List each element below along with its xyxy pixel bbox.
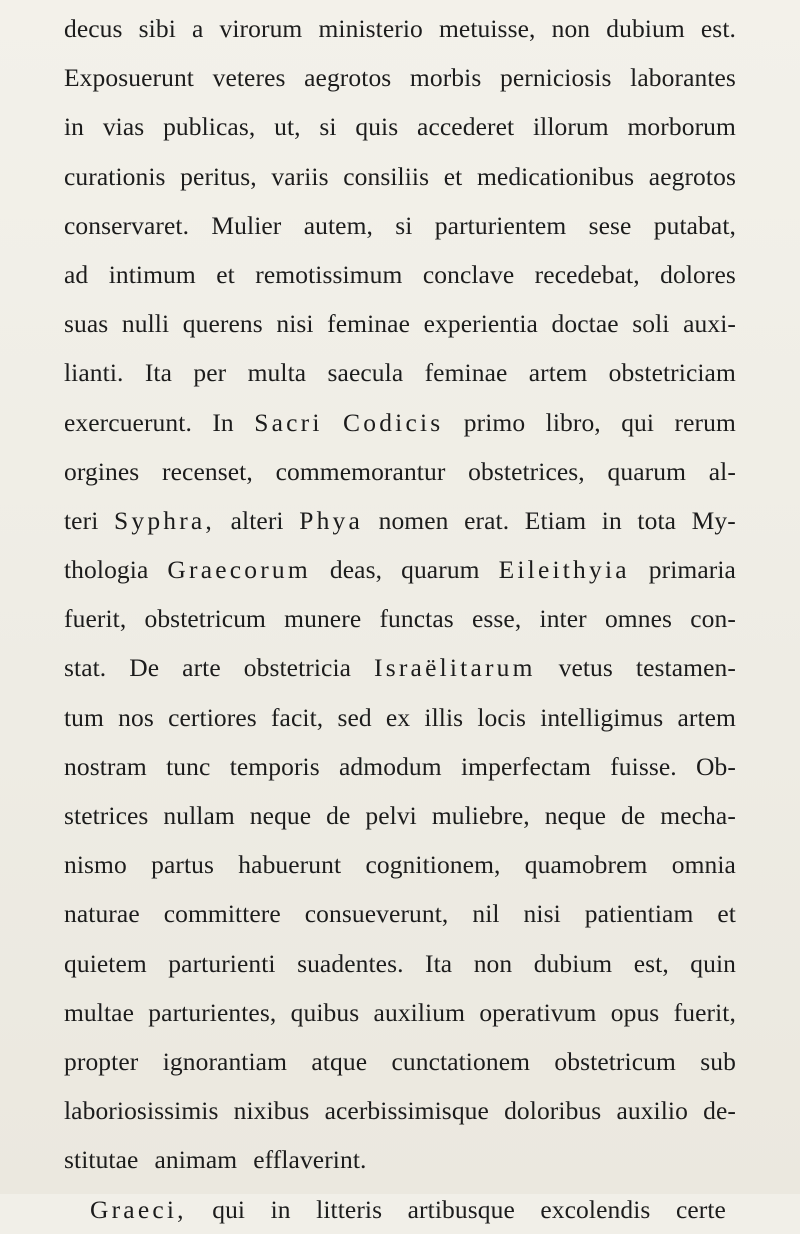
word: accederet xyxy=(417,112,515,142)
word: libro, xyxy=(545,407,601,437)
word: intelligimus xyxy=(540,702,664,732)
word: functas xyxy=(379,604,454,634)
word: nil xyxy=(472,899,500,929)
word: primaria xyxy=(648,555,736,585)
word: artibusque xyxy=(407,1194,515,1224)
word: de xyxy=(621,801,646,830)
word: feminae xyxy=(327,309,410,339)
word: quis xyxy=(355,112,399,142)
word: obstetriciam xyxy=(608,358,736,388)
word: artem xyxy=(677,702,736,732)
text-line xyxy=(64,889,736,938)
text-line xyxy=(64,299,736,348)
word: auxilium xyxy=(373,997,466,1027)
word: commemorantur xyxy=(275,456,446,486)
word: De xyxy=(129,653,160,683)
text-line xyxy=(64,1135,736,1184)
word: virorum xyxy=(219,14,303,43)
word: sed xyxy=(337,702,372,732)
word: qui xyxy=(621,407,655,437)
word: nismo xyxy=(64,850,127,880)
word: In xyxy=(212,407,234,437)
word: aegrotos xyxy=(648,161,736,191)
word: fuerit, xyxy=(64,604,127,634)
word: si xyxy=(395,210,413,240)
word: quarum xyxy=(607,456,687,486)
word: et xyxy=(717,899,736,929)
word: fuerit, xyxy=(673,997,736,1027)
word: obstetricum xyxy=(554,1046,676,1076)
word: fuisse. xyxy=(610,751,677,781)
word: quarum xyxy=(401,555,480,585)
word: doctae xyxy=(551,309,619,339)
word: morbis xyxy=(409,63,482,93)
word: stat. xyxy=(64,653,107,683)
word: metuisse, xyxy=(438,14,536,43)
word: neque xyxy=(249,801,312,830)
text-line xyxy=(64,840,736,889)
word: opus xyxy=(610,997,660,1027)
word: querens xyxy=(182,309,263,339)
word: per xyxy=(193,358,227,388)
word: erat. xyxy=(464,505,510,535)
text-line xyxy=(64,447,736,496)
word: nomen xyxy=(378,505,449,535)
word: pelvi xyxy=(365,801,417,830)
word: tota xyxy=(637,505,677,535)
word: Exposuerunt xyxy=(64,63,194,93)
word: animam xyxy=(154,1145,238,1175)
text-line xyxy=(64,545,736,594)
word: in xyxy=(64,112,85,142)
word: Syphra, xyxy=(113,505,216,535)
word: muliebre, xyxy=(431,801,530,830)
word: litteris xyxy=(316,1194,383,1224)
word: mecha- xyxy=(660,801,736,830)
word: Ita xyxy=(425,948,453,978)
word: acerbissimisque xyxy=(324,1096,489,1126)
word: sese xyxy=(588,210,632,240)
word: quibus xyxy=(290,997,360,1027)
word: imperfectam xyxy=(460,751,591,781)
word: quamobrem xyxy=(524,850,648,880)
word: ad xyxy=(64,259,89,289)
word: efflaverint. xyxy=(253,1145,367,1175)
word: propter xyxy=(64,1046,139,1076)
word: et xyxy=(216,259,235,289)
word: habuerunt xyxy=(238,850,342,880)
word: auxilio xyxy=(616,1096,688,1126)
word: orgines xyxy=(64,456,140,486)
word: ministerio xyxy=(318,14,423,43)
word: omnes xyxy=(604,604,673,634)
word: Israëlitarum xyxy=(374,653,536,683)
word: stitutae xyxy=(64,1145,139,1175)
word: obstetricia xyxy=(243,653,352,683)
word: suadentes. xyxy=(297,948,404,978)
text-line xyxy=(64,201,736,250)
word: testamen- xyxy=(635,653,736,683)
text-line xyxy=(64,1185,726,1234)
word: si xyxy=(319,112,337,142)
word: perniciosis xyxy=(499,63,612,93)
text-line xyxy=(64,594,736,643)
word: certe xyxy=(675,1194,726,1224)
word: Sacri xyxy=(254,407,323,437)
word: partus xyxy=(151,850,215,880)
word: recenset, xyxy=(162,456,253,486)
word: admodum xyxy=(339,751,442,781)
word: tunc xyxy=(166,751,211,781)
word: medicationibus xyxy=(476,161,635,191)
word: de- xyxy=(703,1096,736,1126)
word: ignorantiam xyxy=(162,1046,288,1076)
word: munere xyxy=(284,604,362,634)
word: sibi xyxy=(138,14,176,43)
text-line xyxy=(64,250,736,299)
word: inter xyxy=(539,604,587,634)
word: consueverunt, xyxy=(304,899,449,929)
text-line xyxy=(64,939,736,988)
text-line xyxy=(64,791,736,840)
text-line xyxy=(64,1086,736,1135)
word: nostram xyxy=(64,751,147,781)
word: soli xyxy=(632,309,670,339)
word: morborum xyxy=(627,112,736,142)
word: dubium xyxy=(533,948,613,978)
word: nixibus xyxy=(233,1096,310,1126)
word: rerum xyxy=(674,407,736,437)
word: decus xyxy=(64,14,123,43)
word: nisi xyxy=(276,309,314,339)
word: teri xyxy=(64,505,99,535)
text-line xyxy=(64,102,736,151)
word: auxi- xyxy=(683,309,736,339)
word: variis xyxy=(271,161,329,191)
text-line xyxy=(64,496,736,545)
word: vetus xyxy=(558,653,613,683)
word: et xyxy=(443,161,463,191)
word: patientiam xyxy=(584,899,694,929)
word: illis xyxy=(424,702,464,732)
word: operativum xyxy=(479,997,597,1027)
text-line xyxy=(64,742,736,791)
word: peritus, xyxy=(180,161,257,191)
text-line xyxy=(64,348,736,397)
word: ut, xyxy=(274,112,301,142)
word: facit, xyxy=(270,702,324,732)
word: curationis xyxy=(64,161,166,191)
word: tum xyxy=(64,702,104,732)
word: locis xyxy=(477,702,527,732)
word: suas xyxy=(64,309,109,339)
word: putabat, xyxy=(653,210,736,240)
word: Mulier xyxy=(211,210,282,240)
word: autem, xyxy=(303,210,373,240)
word: parturienti xyxy=(168,948,276,978)
word: naturae xyxy=(64,899,140,929)
word: arte xyxy=(182,653,221,683)
word: Eileithyia xyxy=(498,555,630,585)
word: conservaret. xyxy=(64,210,190,240)
word: atque xyxy=(311,1046,368,1076)
word: temporis xyxy=(229,751,320,781)
word: sub xyxy=(700,1046,736,1076)
word: consiliis xyxy=(343,161,430,191)
word: artem xyxy=(528,358,588,388)
word: deas, xyxy=(329,555,383,585)
word: cunctationem xyxy=(391,1046,531,1076)
word: experientia xyxy=(423,309,538,339)
word: omnia xyxy=(671,850,736,880)
word: saecula xyxy=(327,358,404,388)
word: intimum xyxy=(108,259,196,289)
word: in xyxy=(601,505,622,535)
word: multae xyxy=(64,997,134,1027)
word: certiores xyxy=(168,702,257,732)
body-text xyxy=(64,4,736,1234)
word: dubium xyxy=(606,14,685,43)
word: non xyxy=(473,948,513,978)
word: nulli xyxy=(121,309,170,339)
word: Ob- xyxy=(696,751,736,781)
word: conclave xyxy=(422,259,515,289)
word: obstetricum xyxy=(144,604,266,634)
text-line xyxy=(64,693,736,742)
word: est. xyxy=(700,14,736,43)
word: a xyxy=(192,14,204,43)
word: qui xyxy=(212,1194,246,1224)
text-line xyxy=(64,53,736,102)
word: exercuerunt. xyxy=(64,407,192,437)
word: multa xyxy=(247,358,307,388)
text-line xyxy=(64,643,736,692)
word: dolores xyxy=(660,259,736,289)
word: Ita xyxy=(144,358,173,388)
word: committere xyxy=(163,899,281,929)
word: stetrices xyxy=(64,801,149,830)
word: illorum xyxy=(532,112,609,142)
word: Etiam xyxy=(524,505,587,535)
word: primo xyxy=(463,407,526,437)
word: neque xyxy=(544,801,607,830)
word: al- xyxy=(708,456,736,486)
text-line xyxy=(64,4,736,53)
word: publicas, xyxy=(163,112,256,142)
word: nullam xyxy=(163,801,235,830)
word: nos xyxy=(118,702,154,732)
word: ex xyxy=(385,702,411,732)
word: obstetrices, xyxy=(468,456,585,486)
word: laborantes xyxy=(630,63,736,93)
text-line xyxy=(64,988,736,1037)
word: est, xyxy=(633,948,669,978)
word: parturientes, xyxy=(148,997,277,1027)
word: con- xyxy=(690,604,736,634)
word: laboriosissimis xyxy=(64,1096,219,1126)
word: feminae xyxy=(424,358,508,388)
text-line xyxy=(64,1037,736,1086)
word: My- xyxy=(691,505,736,535)
word: quietem xyxy=(64,948,147,978)
word: nisi xyxy=(523,899,561,929)
word: remotissimum xyxy=(255,259,403,289)
word: alteri xyxy=(230,505,284,535)
word: quin xyxy=(690,948,736,978)
word: Graecorum xyxy=(167,555,311,585)
word: vias xyxy=(102,112,145,142)
word: cognitionem, xyxy=(365,850,501,880)
word: veteres xyxy=(212,63,286,93)
word: Phya xyxy=(299,505,363,535)
text-line xyxy=(64,398,736,447)
word: de xyxy=(326,801,351,830)
word: excolendis xyxy=(540,1194,651,1224)
word: recedebat, xyxy=(534,259,640,289)
word: Codicis xyxy=(343,407,444,437)
word: Graeci, xyxy=(90,1194,187,1224)
word: parturientem xyxy=(434,210,567,240)
word: in xyxy=(270,1194,291,1224)
word: esse, xyxy=(471,604,522,634)
text-line xyxy=(64,152,736,201)
word: doloribus xyxy=(504,1096,602,1126)
word: aegrotos xyxy=(304,63,392,93)
word: lianti. xyxy=(64,358,124,388)
word: non xyxy=(551,14,591,43)
word: thologia xyxy=(64,555,149,585)
